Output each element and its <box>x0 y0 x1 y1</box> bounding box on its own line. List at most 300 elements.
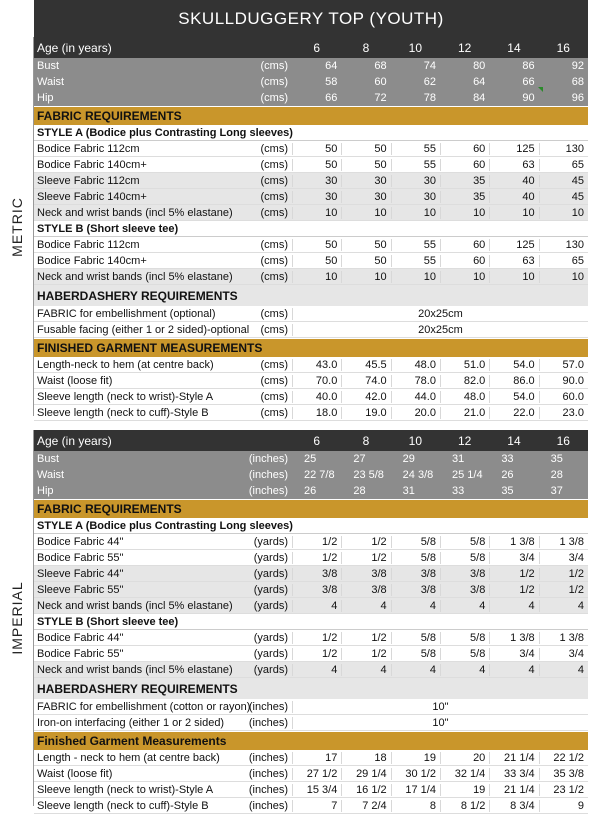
value-cell: 1/2 <box>292 632 341 644</box>
value-cell: 96 <box>571 92 584 104</box>
style-b-header <box>34 614 588 630</box>
row-label: Waist <box>37 469 65 481</box>
value-cell: 19 <box>440 784 489 796</box>
table-row <box>34 662 588 678</box>
value-cell: 58 <box>325 76 338 88</box>
unit-cell: (yards) <box>253 599 288 612</box>
value-cell: 5/8 <box>391 632 440 644</box>
age-cell: 6 <box>313 433 320 448</box>
value-cell: 1/2 <box>539 584 588 596</box>
row-label: Sleeve Fabric 112cm <box>37 174 140 187</box>
value-cell: 8 3/4 <box>489 800 538 812</box>
value-cell: 1/2 <box>341 552 390 564</box>
style-a-header <box>34 518 588 534</box>
row-label: Sleeve length (neck to cuff)-Style B <box>37 406 209 419</box>
value-cell: 68 <box>571 76 584 88</box>
age-cell: 8 <box>362 433 370 448</box>
value-cell: 1 3/8 <box>489 536 538 548</box>
value-cell: 65 <box>539 255 588 267</box>
unit-cell: (cms) <box>260 390 288 403</box>
value-cell: 4 <box>391 664 440 676</box>
value-cell: 3/4 <box>539 648 588 660</box>
value-cell: 51.0 <box>440 359 489 371</box>
value-cell: 10" <box>292 701 588 713</box>
value-cell: 50 <box>292 159 341 171</box>
value-cell: 64 <box>325 60 338 72</box>
table-row <box>34 357 588 373</box>
value-cell: 3/4 <box>539 552 588 564</box>
row-label: Bodice Fabric 112cm <box>37 238 140 251</box>
value-cell: 50 <box>292 239 341 251</box>
value-cell: 4 <box>391 600 440 612</box>
value-cell: 15 3/4 <box>292 784 341 796</box>
value-cell: 30 <box>341 191 390 203</box>
value-cell: 43.0 <box>292 359 341 371</box>
unit-cell: (inches) <box>248 767 288 780</box>
row-label: Bust <box>37 60 60 72</box>
row-label: FABRIC for embellishment (cotton or rayon) <box>37 700 251 713</box>
value-cell: 10 <box>341 207 390 219</box>
subsection-heading: STYLE B (Short sleeve tee) <box>37 615 179 628</box>
value-cell: 55 <box>391 239 440 251</box>
value-cell: 50 <box>292 255 341 267</box>
section-heading: FABRIC REQUIREMENTS <box>37 502 182 516</box>
table-row <box>34 173 588 189</box>
value-cell: 25 1/4 <box>451 469 483 481</box>
table-row <box>34 630 588 646</box>
section-heading: FINISHED GARMENT MEASUREMENTS <box>37 341 263 355</box>
row-label: Bodice Fabric 44" <box>37 535 124 548</box>
body-measure-row <box>34 483 588 499</box>
value-cell: 8 <box>391 800 440 812</box>
value-cell: 10 <box>391 207 440 219</box>
value-cell: 7 2/4 <box>341 800 390 812</box>
haberdashery-row <box>34 306 588 322</box>
value-cell: 35 <box>550 453 563 465</box>
value-cell: 50 <box>341 239 390 251</box>
unit-cell: (cms) <box>260 358 288 371</box>
age-cell: 6 <box>313 40 320 55</box>
row-label: Neck and wrist bands (incl 5% elastane) <box>37 663 233 676</box>
table-row <box>34 237 588 253</box>
value-cell: 10 <box>292 271 341 283</box>
age-cell: 14 <box>507 433 521 448</box>
value-cell: 50 <box>341 255 390 267</box>
value-cell: 26 <box>304 485 317 497</box>
metric-side-label-bar <box>0 37 34 416</box>
value-cell: 90 <box>522 92 535 104</box>
age-cell: 12 <box>457 433 472 448</box>
value-cell: 4 <box>539 664 588 676</box>
value-cell: 10 <box>341 271 390 283</box>
unit-cell: (inches) <box>248 716 288 729</box>
value-cell: 10 <box>292 207 341 219</box>
unit-cell: (cms) <box>260 238 288 251</box>
value-cell: 40 <box>489 175 538 187</box>
value-cell: 44.0 <box>391 391 440 403</box>
value-cell: 5/8 <box>391 536 440 548</box>
value-cell: 35 3/8 <box>539 768 588 780</box>
fabric-requirements-header <box>34 106 588 125</box>
body-measure-row <box>34 58 588 74</box>
value-cell: 92 <box>571 60 584 72</box>
value-cell: 21 1/4 <box>489 752 538 764</box>
value-cell: 19.0 <box>341 407 390 419</box>
value-cell: 28 <box>353 485 366 497</box>
row-label: Fusable facing (either 1 or 2 sided)-optional <box>37 323 250 336</box>
row-label: Hip <box>37 485 54 497</box>
value-cell: 90.0 <box>539 375 588 387</box>
unit-cell: (yards) <box>253 663 288 676</box>
value-cell: 24 3/8 <box>402 469 434 481</box>
value-cell: 60 <box>374 76 387 88</box>
value-cell: 20.0 <box>391 407 440 419</box>
row-label: Sleeve length (neck to wrist)-Style A <box>37 390 214 403</box>
style-a-header <box>34 125 588 141</box>
value-cell: 10 <box>440 207 489 219</box>
value-cell: 63 <box>489 159 538 171</box>
age-cell: 14 <box>507 40 521 55</box>
value-cell: 20 <box>440 752 489 764</box>
value-cell: 17 1/4 <box>391 784 440 796</box>
value-cell: 48.0 <box>391 359 440 371</box>
value-cell: 4 <box>539 600 588 612</box>
style-b-header <box>34 221 588 237</box>
value-cell: 86.0 <box>489 375 538 387</box>
value-cell: 30 <box>391 175 440 187</box>
table-row <box>34 598 588 614</box>
haberdashery-header <box>34 678 588 699</box>
unit-cell: (cms) <box>260 270 288 283</box>
value-cell: 84 <box>473 92 486 104</box>
unit-cell: (inches) <box>248 485 288 497</box>
value-cell: 33 <box>451 485 465 497</box>
value-cell: 7 <box>292 800 341 812</box>
metric-side-label: METRIC <box>8 196 25 257</box>
value-cell: 10 <box>539 271 588 283</box>
value-cell: 3/8 <box>341 584 390 596</box>
table-row <box>34 269 588 285</box>
unit-cell: (yards) <box>253 535 288 548</box>
value-cell: 1/2 <box>341 536 390 548</box>
value-cell: 10 <box>440 271 489 283</box>
cell-comment-marker <box>538 87 543 92</box>
value-cell: 8 1/2 <box>440 800 489 812</box>
value-cell: 60 <box>440 159 489 171</box>
value-cell: 20x25cm <box>292 324 588 336</box>
row-label: Bodice Fabric 55" <box>37 551 124 564</box>
value-cell: 60.0 <box>539 391 588 403</box>
fabric-requirements-header <box>34 499 588 518</box>
table-row <box>34 189 588 205</box>
value-cell: 10 <box>489 271 538 283</box>
table-row <box>34 534 588 550</box>
value-cell: 20x25cm <box>292 308 588 320</box>
unit-cell: (cms) <box>260 174 288 187</box>
value-cell: 50 <box>292 143 341 155</box>
table-row <box>34 141 588 157</box>
row-label: Bodice Fabric 44" <box>37 631 124 644</box>
value-cell: 3/8 <box>440 568 489 580</box>
value-cell: 33 3/4 <box>489 768 538 780</box>
row-label: Bodice Fabric 140cm+ <box>37 158 147 171</box>
value-cell: 66 <box>325 92 338 104</box>
value-cell: 17 <box>292 752 341 764</box>
row-label: Bodice Fabric 112cm <box>37 142 140 155</box>
subsection-heading: STYLE A (Bodice plus Contrasting Long sleeves) <box>37 519 293 532</box>
value-cell: 10 <box>539 207 588 219</box>
value-cell: 18.0 <box>292 407 341 419</box>
value-cell: 45.5 <box>341 359 390 371</box>
value-cell: 1 3/8 <box>489 632 538 644</box>
body-measure-row <box>34 467 588 483</box>
row-label: Length - neck to hem (at centre back) <box>37 751 220 764</box>
value-cell: 1/2 <box>341 648 390 660</box>
age-cell: 16 <box>556 433 570 448</box>
value-cell: 35 <box>440 175 489 187</box>
value-cell: 22.0 <box>489 407 538 419</box>
value-cell: 60 <box>440 239 489 251</box>
value-cell: 30 <box>391 191 440 203</box>
imperial-section <box>34 430 588 814</box>
row-label: Sleeve Fabric 44" <box>37 567 124 580</box>
value-cell: 64 <box>473 76 486 88</box>
value-cell: 72 <box>374 92 387 104</box>
haberdashery-row <box>34 322 588 338</box>
value-cell: 21.0 <box>440 407 489 419</box>
section-heading: HABERDASHERY REQUIREMENTS <box>37 681 238 696</box>
right-margin <box>588 0 600 806</box>
body-measure-row <box>34 90 588 106</box>
age-cell: 10 <box>408 433 422 448</box>
value-cell: 5/8 <box>391 552 440 564</box>
subsection-heading: STYLE A (Bodice plus Contrasting Long sleeves) <box>37 126 293 139</box>
unit-cell: (inches) <box>248 751 288 764</box>
value-cell: 1 3/8 <box>539 632 588 644</box>
value-cell: 4 <box>440 664 489 676</box>
row-label: Neck and wrist bands (incl 5% elastane) <box>37 599 233 612</box>
value-cell: 125 <box>489 143 538 155</box>
section-heading: Finished Garment Measurements <box>37 734 227 748</box>
value-cell: 4 <box>292 600 341 612</box>
row-label: Sleeve Fabric 55" <box>37 583 124 596</box>
value-cell: 1 3/8 <box>539 536 588 548</box>
unit-cell: (inches) <box>248 469 288 481</box>
age-header-row <box>34 37 588 58</box>
age-header-row <box>34 430 588 451</box>
unit-cell: (inches) <box>248 799 288 812</box>
table-row <box>34 373 588 389</box>
table-row <box>34 405 588 421</box>
value-cell: 21 1/4 <box>489 784 538 796</box>
value-cell: 78 <box>423 92 436 104</box>
value-cell: 54.0 <box>489 391 538 403</box>
value-cell: 70.0 <box>292 375 341 387</box>
age-cell: 8 <box>362 40 370 55</box>
age-cell: 12 <box>457 40 472 55</box>
age-cell: 10 <box>408 40 422 55</box>
value-cell: 3/8 <box>391 568 440 580</box>
value-cell: 3/8 <box>292 568 341 580</box>
section-heading: HABERDASHERY REQUIREMENTS <box>37 288 238 303</box>
section-heading: FABRIC REQUIREMENTS <box>37 109 182 123</box>
value-cell: 4 <box>489 600 538 612</box>
value-cell: 18 <box>341 752 390 764</box>
unit-cell: (yards) <box>253 647 288 660</box>
value-cell: 30 <box>292 191 341 203</box>
value-cell: 3/8 <box>292 584 341 596</box>
value-cell: 3/4 <box>489 648 538 660</box>
value-cell: 62 <box>423 76 436 88</box>
row-label: Sleeve Fabric 140cm+ <box>37 190 147 203</box>
unit-cell: (cms) <box>260 254 288 267</box>
unit-cell: (yards) <box>253 551 288 564</box>
row-label: Waist (loose fit) <box>37 374 113 387</box>
table-row <box>34 205 588 221</box>
table-row <box>34 750 588 766</box>
value-cell: 5/8 <box>440 632 489 644</box>
value-cell: 45 <box>539 175 588 187</box>
table-row <box>34 389 588 405</box>
haberdashery-row <box>34 715 588 731</box>
value-cell: 63 <box>489 255 538 267</box>
unit-cell: (yards) <box>253 631 288 644</box>
value-cell: 4 <box>341 664 390 676</box>
value-cell: 28 <box>550 469 563 481</box>
value-cell: 10 <box>489 207 538 219</box>
value-cell: 30 <box>341 175 390 187</box>
unit-cell: (cms) <box>260 206 288 219</box>
unit-cell: (inches) <box>248 783 288 796</box>
value-cell: 40.0 <box>292 391 341 403</box>
value-cell: 27 <box>353 453 366 465</box>
unit-cell: (cms) <box>260 406 288 419</box>
table-row <box>34 566 588 582</box>
age-cell: 16 <box>556 40 570 55</box>
haberdashery-header <box>34 285 588 306</box>
value-cell: 35 <box>501 485 514 497</box>
unit-cell: (cms) <box>260 323 288 336</box>
value-cell: 29 1/4 <box>341 768 390 780</box>
value-cell: 10" <box>292 717 588 729</box>
value-cell: 4 <box>489 664 538 676</box>
value-cell: 66 <box>522 76 535 88</box>
value-cell: 60 <box>440 255 489 267</box>
value-cell: 22 7/8 <box>304 469 335 481</box>
value-cell: 125 <box>489 239 538 251</box>
row-label: Hip <box>37 92 54 104</box>
value-cell: 65 <box>539 159 588 171</box>
value-cell: 31 <box>402 485 415 497</box>
body-measure-row <box>34 451 588 467</box>
unit-cell: (yards) <box>253 567 288 580</box>
value-cell: 22 1/2 <box>539 752 588 764</box>
value-cell: 19 <box>391 752 440 764</box>
haberdashery-row <box>34 699 588 715</box>
imperial-side-label: IMPERIAL <box>8 581 25 655</box>
value-cell: 4 <box>292 664 341 676</box>
row-label: Neck and wrist bands (incl 5% elastane) <box>37 206 233 219</box>
value-cell: 3/8 <box>341 568 390 580</box>
value-cell: 50 <box>341 143 390 155</box>
unit-cell: (inches) <box>248 700 288 713</box>
unit-cell: (cms) <box>260 190 288 203</box>
value-cell: 68 <box>374 60 387 72</box>
value-cell: 86 <box>522 60 535 72</box>
value-cell: 16 1/2 <box>341 784 390 796</box>
table-row <box>34 782 588 798</box>
metric-section <box>34 37 588 421</box>
value-cell: 30 <box>292 175 341 187</box>
page-title: SKULLDUGGERY TOP (YOUTH) <box>34 0 588 37</box>
value-cell: 3/8 <box>391 584 440 596</box>
value-cell: 82.0 <box>440 375 489 387</box>
finished-measurements-header <box>34 338 588 357</box>
value-cell: 48.0 <box>440 391 489 403</box>
value-cell: 32 1/4 <box>440 768 489 780</box>
value-cell: 80 <box>473 60 486 72</box>
value-cell: 23.0 <box>539 407 588 419</box>
value-cell: 60 <box>440 143 489 155</box>
value-cell: 30 1/2 <box>391 768 440 780</box>
value-cell: 5/8 <box>440 648 489 660</box>
value-cell: 9 <box>539 800 588 812</box>
value-cell: 4 <box>341 600 390 612</box>
value-cell: 74.0 <box>341 375 390 387</box>
value-cell: 10 <box>391 271 440 283</box>
value-cell: 33 <box>501 453 514 465</box>
row-label: Sleeve length (neck to wrist)-Style A <box>37 783 214 796</box>
row-label: Length-neck to hem (at centre back) <box>37 358 214 371</box>
value-cell: 1/2 <box>489 584 538 596</box>
value-cell: 35 <box>440 191 489 203</box>
value-cell: 45 <box>539 191 588 203</box>
value-cell: 57.0 <box>539 359 588 371</box>
row-label: Bust <box>37 453 60 465</box>
value-cell: 50 <box>341 159 390 171</box>
unit-cell: (cms) <box>260 307 288 320</box>
unit-cell: (cms) <box>260 92 288 104</box>
table-row <box>34 253 588 269</box>
value-cell: 1/2 <box>539 568 588 580</box>
value-cell: 55 <box>391 159 440 171</box>
value-cell: 25 <box>304 453 317 465</box>
row-label: Iron-on interfacing (either 1 or 2 sided) <box>37 716 225 729</box>
value-cell: 27 1/2 <box>292 768 341 780</box>
value-cell: 5/8 <box>440 552 489 564</box>
finished-measurements-header <box>34 731 588 750</box>
value-cell: 4 <box>440 600 489 612</box>
unit-cell: (cms) <box>260 76 288 88</box>
value-cell: 5/8 <box>391 648 440 660</box>
value-cell: 31 <box>451 453 465 465</box>
value-cell: 42.0 <box>341 391 390 403</box>
table-row <box>34 798 588 814</box>
unit-cell: (cms) <box>260 158 288 171</box>
table-row <box>34 157 588 173</box>
value-cell: 37 <box>550 485 563 497</box>
value-cell: 5/8 <box>440 536 489 548</box>
age-label: Age (in years) <box>37 40 112 55</box>
row-label: Neck and wrist bands (incl 5% elastane) <box>37 270 233 283</box>
unit-cell: (inches) <box>248 453 288 465</box>
table-row <box>34 550 588 566</box>
row-label: Bodice Fabric 140cm+ <box>37 254 147 267</box>
row-label: FABRIC for embellishment (optional) <box>37 307 216 320</box>
table-row <box>34 582 588 598</box>
unit-cell: (yards) <box>253 583 288 596</box>
table-row <box>34 646 588 662</box>
